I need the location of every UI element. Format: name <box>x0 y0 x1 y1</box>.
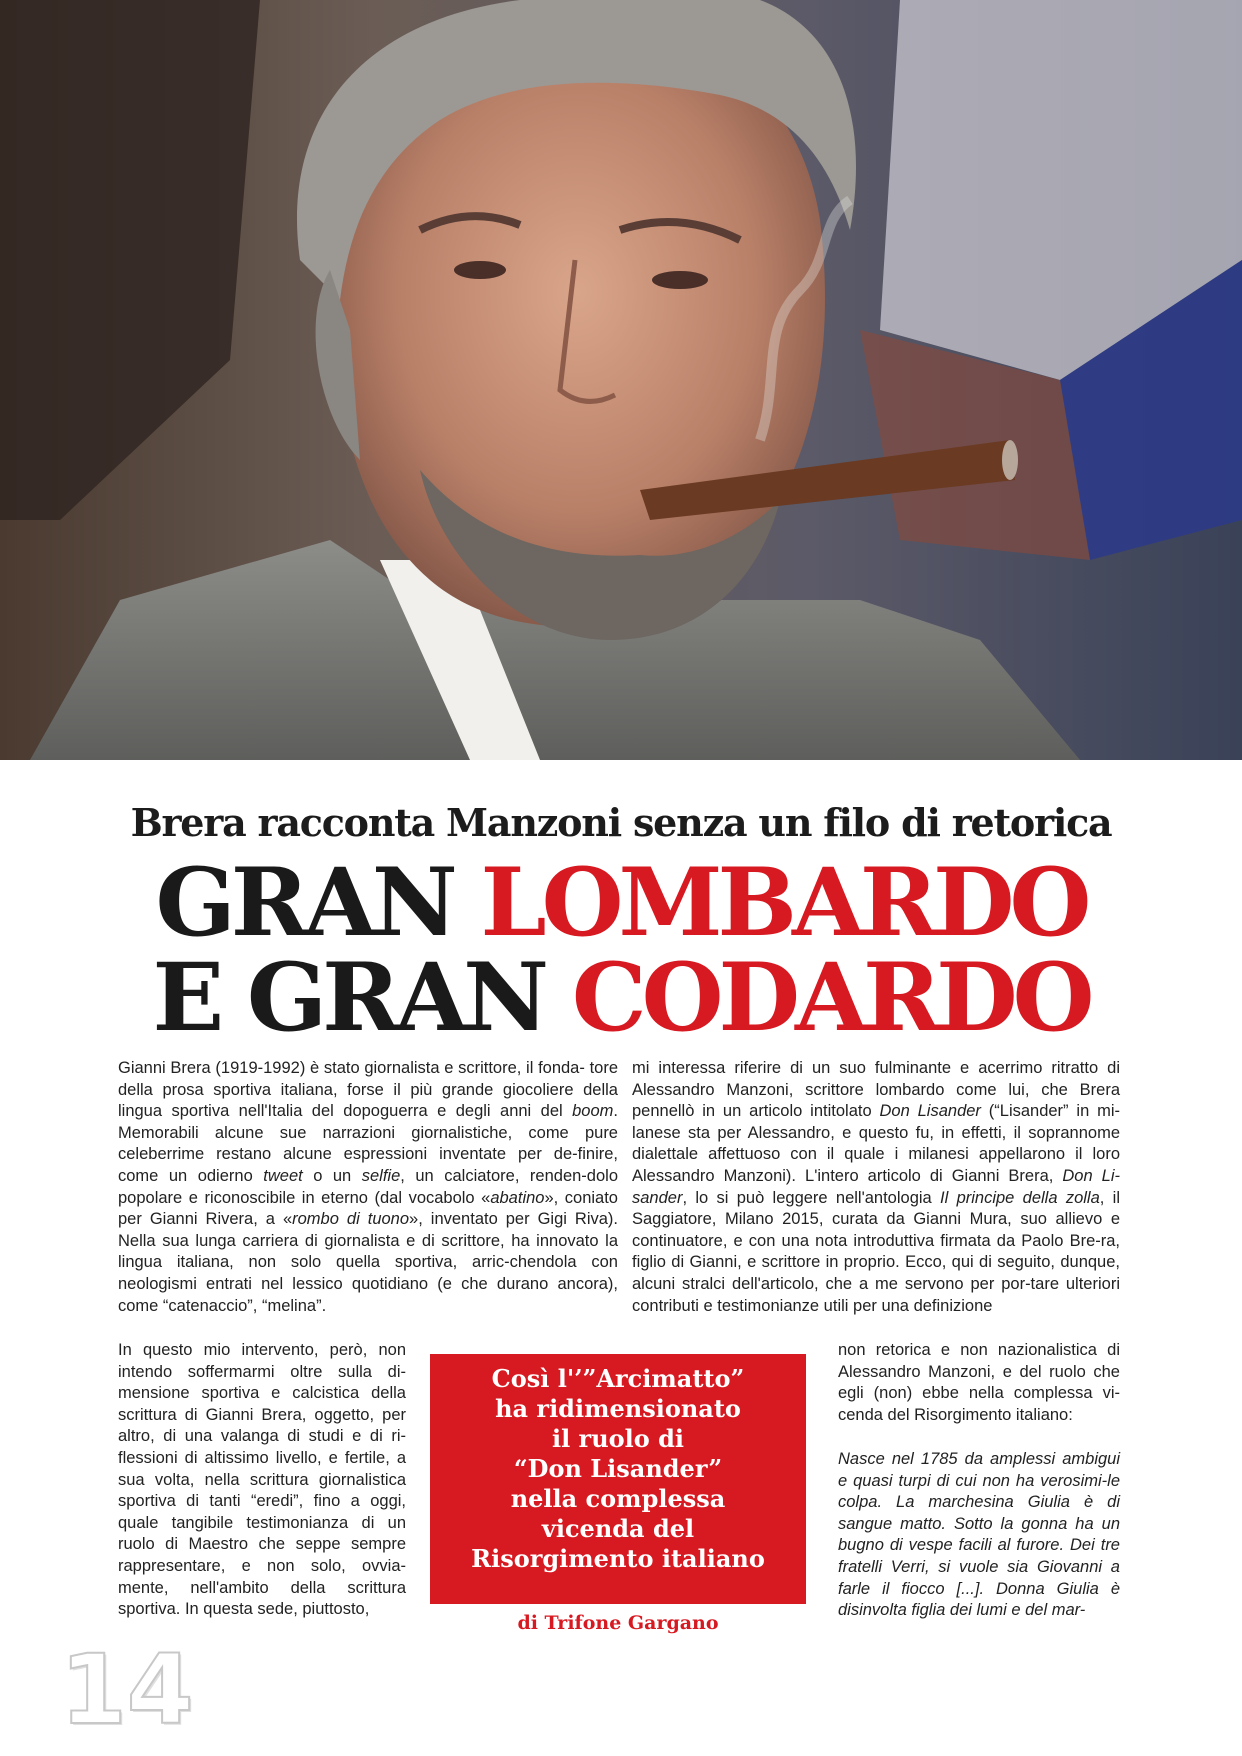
italic-term: tweet <box>263 1166 303 1185</box>
body-paragraph-1 <box>118 1058 618 1317</box>
headline-lombardo: LOMBARDO <box>480 848 1087 958</box>
pull-quote-line: il ruolo di <box>551 1424 685 1453</box>
body-text: , lo si può leggere nell'antologia <box>682 1188 941 1207</box>
body-column-2 <box>632 1058 1120 1317</box>
italic-term: Don Lisander <box>879 1102 981 1121</box>
body-text: Gianni Brera (1919-1992) è stato giornalista e scrittore, il fonda- <box>118 1059 585 1077</box>
body-text: , il Saggiatore, Milano 2015, curata da Gianni Mura, suo allievo e continuatore, e con una nota introduttiva firmata da Paolo Bre-ra, figlio di Gianni, e scrittore in proprio. Ecco, qui di seguito, dunque, alcuni stralci dell'articolo, che a me servono per por-tare ulteriori contributi e testimonianze utili per una definizione <box>632 1188 1120 1315</box>
body-text: tore della prosa sportiva italiana, forse il più grande giocoliere <box>118 1059 618 1099</box>
body-text: (“Lisander” in mi-lanese sta per Alessandro, e questo fu, in effetti, il soprannome dialettale affettuoso con il quale i milanesi appellarono il loro Alessandro Manzoni). L'intero articolo di Gianni Brera, <box>632 1102 1121 1185</box>
body-paragraph-4: non retorica e non nazionalistica di Alessandro Manzoni, e del ruolo che egli (non) ebbe nella complessa vi-cenda del Risorgimento italiano: <box>838 1341 1120 1424</box>
body-column-1-lower <box>118 1340 406 1621</box>
italic-term: abatino <box>490 1188 545 1207</box>
body-text: mi interessa riferire di un suo fulminante e acerrimo ritratto di Alessandro Manzoni, scrittore lombardo come lui, che Brera pennellò in un articolo intitolato <box>632 1059 1120 1121</box>
italic-term: boom <box>572 1102 614 1121</box>
headline-e-gran: E GRAN <box>152 943 545 1053</box>
pull-quote-line: ha ridimensionato <box>495 1394 741 1423</box>
body-text: o un <box>302 1166 362 1185</box>
body-text: della lingua sportiva nell'Italia del dopoguerra e degli anni del <box>118 1080 618 1121</box>
pull-quote-line: Così l'’”Arcimatto” <box>491 1364 745 1393</box>
body-text: », inventato per Gigi Riva). Nella sua lunga carriera di giornalista e di scrittore, ha innovato la lingua italiana, non solo quella sportiva, arric-chendola con neologismi entrati nel lessico quotidiano (e che durano ancora), come “catenaccio”, “melina”. <box>118 1210 619 1315</box>
headline-line-1 <box>0 848 1242 958</box>
body-column-1 <box>118 1058 618 1317</box>
portrait-illustration <box>0 0 1242 760</box>
body-text: . Memorabili alcune sue narrazioni giornalistiche, come pure celeberrime restano alcune espressioni inventate per de-finire, come un odierno <box>118 1102 618 1185</box>
body-paragraph-3 <box>632 1058 1120 1317</box>
italic-term: Il principe della zolla <box>940 1188 1100 1207</box>
pull-quote-line: nella complessa <box>510 1484 726 1513</box>
italic-term: selfie <box>361 1166 401 1185</box>
article-kicker: Brera racconta Manzoni senza un filo di retorica <box>130 800 1112 845</box>
body-text: , un calciatore, renden-dolo popolare e riconoscibile in eterno (dal vocabolo « <box>118 1166 618 1207</box>
headline-gran: GRAN <box>155 848 453 958</box>
excerpt-paragraph: Nasce nel 1785 da amplessi ambigui e quasi turpi di cui non ha verosimi-le colpa. La marchesina Giulia è di sangue matto. Sotto la gonna ha un bugno di vespe facili al furore. Dei tre fratelli Verri, si vuole sia Giovanni a farle il fiocco [...]. Donna Giulia è disinvolta figlia dei lumi e del mar- <box>838 1450 1120 1620</box>
italic-term: Don Li-sander <box>632 1166 1120 1207</box>
italic-term: rombo di tuono <box>292 1210 410 1229</box>
page-number: 14 <box>60 1634 194 1746</box>
pull-quote-box <box>430 1354 806 1604</box>
body-text: », coniato per Gianni Rivera, a « <box>118 1188 618 1229</box>
pull-quote-line: Risorgimento italiano <box>471 1544 765 1573</box>
body-paragraph-2: In questo mio intervento, però, non intendo soffermarmi oltre sulla di-mensione sportiva e calcistica della scrittura di Gianni Brera, oggetto, per altro, di una valanga di studi e di ri-flessioni di altissimo livello, e fertile, a sua volta, nella scrittura giornalistica sportiva di tanti “eredi”, fino a oggi, quale tangibile testimonianza di un ruolo di Maestro che seppe sempre rappresentare, e non solo, ovvia-mente, nell'ambito della scrittura sportiva. In questa sede, piuttosto, <box>118 1341 406 1619</box>
pull-quote-line: “Don Lisander” <box>513 1454 723 1483</box>
quoted-excerpt <box>838 1449 1120 1622</box>
body-column-2-lower <box>838 1340 1120 1426</box>
author-byline: di Trifone Gargano <box>517 1612 719 1634</box>
hero-photo <box>0 0 1242 760</box>
pull-quote-line: vicenda del <box>541 1514 695 1543</box>
headline-line-2 <box>0 943 1242 1053</box>
headline-codardo: CODARDO <box>571 943 1090 1053</box>
